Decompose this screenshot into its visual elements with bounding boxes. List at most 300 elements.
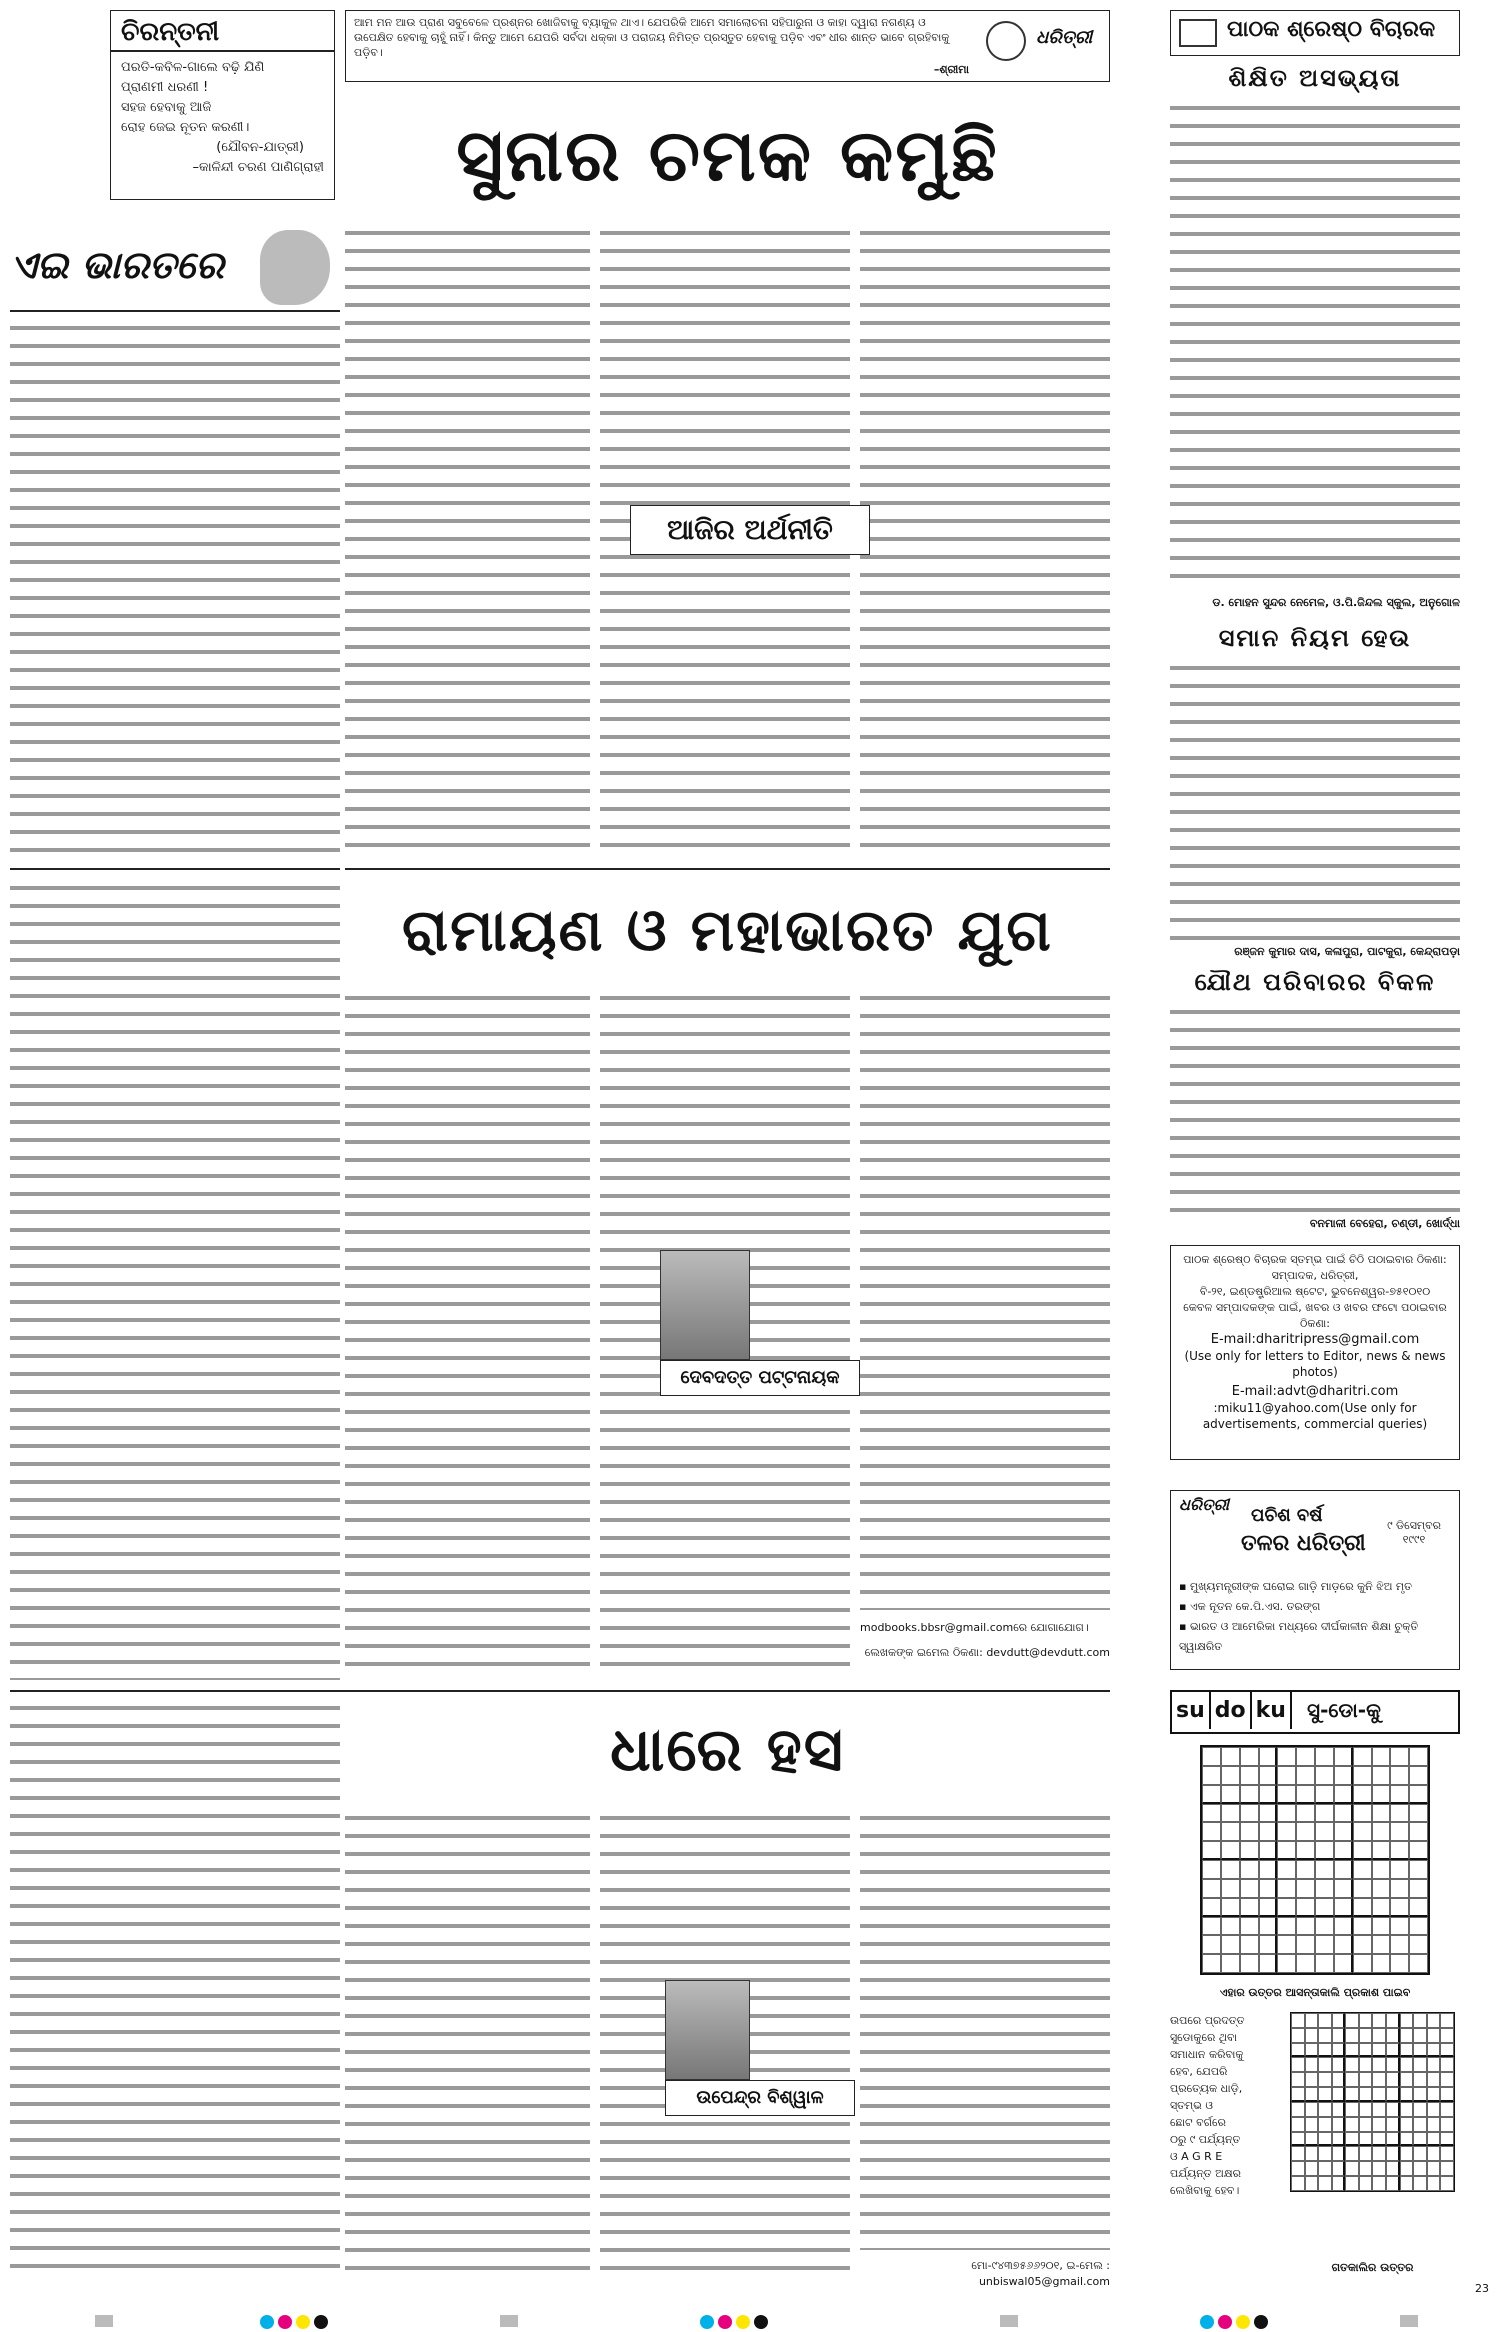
email-advt-alt[interactable]: :miku11@yahoo.com(Use only for advertisements, commercial queries) xyxy=(1202,1401,1428,1431)
sudoku-cell xyxy=(1400,2028,1414,2043)
sudoku-cell[interactable] xyxy=(1372,1841,1391,1860)
sudoku-cell[interactable] xyxy=(1334,1860,1353,1879)
sudoku-cell[interactable] xyxy=(1315,1954,1334,1973)
sudoku-cell[interactable] xyxy=(1315,1860,1334,1879)
sudoku-cell xyxy=(1386,2117,1400,2132)
sudoku-cell[interactable] xyxy=(1353,1954,1372,1973)
sudoku-cell xyxy=(1359,2161,1373,2176)
poem-line: ପ୍ରାଣମୀ ଧରଣୀ ! xyxy=(121,80,209,95)
sudoku-cell[interactable] xyxy=(1372,1898,1391,1917)
ajibharat-header xyxy=(10,225,340,312)
chirantani-title: ଚିରନ୍ତନୀ xyxy=(111,11,334,52)
sudoku-cell[interactable] xyxy=(1202,1747,1221,1766)
sudoku-cell[interactable] xyxy=(1409,1879,1428,1898)
sudoku-cell[interactable] xyxy=(1202,1954,1221,1973)
sudoku-cell[interactable] xyxy=(1296,1747,1315,1766)
sudoku-cell xyxy=(1291,2013,1305,2028)
sudoku-cell[interactable] xyxy=(1353,1841,1372,1860)
sudoku-cell[interactable] xyxy=(1202,1879,1221,1898)
quote-box xyxy=(345,10,1110,82)
sudoku-cell[interactable] xyxy=(1202,1766,1221,1785)
sudoku-cell[interactable] xyxy=(1202,1935,1221,1954)
sudoku-cell xyxy=(1413,2072,1427,2087)
contact-line: କେବଳ ସମ୍ପାଦକଙ୍କ ପାଇଁ, ଖବର ଓ ଖବର ଫଟୋ ପଠାଇବାର ଠିକଣା: xyxy=(1183,1301,1447,1330)
sudoku-cell xyxy=(1413,2146,1427,2161)
sudoku-cell[interactable] xyxy=(1296,1822,1315,1841)
twentyfive-item: ▪ ମୁଖ୍ୟମନ୍ତ୍ରୀଙ୍କ ଘରୋଇ ଗାଡ଼ି ମାଡ଼ରେ କୁନି ଝିଅ ମୃତ xyxy=(1179,1580,1412,1593)
sudoku-cell[interactable] xyxy=(1390,1822,1409,1841)
lead-body-col3 xyxy=(860,225,1110,860)
ramayana-body-col4 xyxy=(860,990,1110,1610)
letter-2-title: ସମାନ ନିୟମ ହେଉ xyxy=(1218,624,1412,652)
sudoku-cell xyxy=(1359,2117,1373,2132)
sudoku-cell[interactable] xyxy=(1334,1766,1353,1785)
dhare-body-col1 xyxy=(10,1700,340,2280)
sudoku-cell[interactable] xyxy=(1315,1766,1334,1785)
sudoku-cell xyxy=(1345,2161,1359,2176)
sudoku-cell[interactable] xyxy=(1390,1766,1409,1785)
sudoku-cell[interactable] xyxy=(1202,1822,1221,1841)
sudoku-cell[interactable] xyxy=(1240,1841,1259,1860)
sudoku-cell[interactable] xyxy=(1277,1822,1296,1841)
sudoku-cell xyxy=(1427,2043,1441,2058)
sudoku-cell xyxy=(1291,2132,1305,2147)
sudoku-cell[interactable] xyxy=(1259,1804,1278,1823)
dhare-body-col4 xyxy=(860,1810,1110,2250)
sudoku-cell[interactable] xyxy=(1353,1898,1372,1917)
sudoku-cell[interactable] xyxy=(1315,1898,1334,1917)
sudoku-cell xyxy=(1372,2057,1386,2072)
sudoku-cell[interactable] xyxy=(1409,1935,1428,1954)
sudoku-cell xyxy=(1372,2087,1386,2102)
sudoku-cell xyxy=(1332,2176,1346,2191)
sudoku-cell xyxy=(1400,2146,1414,2161)
sudoku-cell[interactable] xyxy=(1259,1954,1278,1973)
sudoku-cell xyxy=(1427,2176,1441,2191)
sudoku-cell[interactable] xyxy=(1259,1917,1278,1936)
sudoku-cell xyxy=(1413,2057,1427,2072)
sudoku-title-en: do xyxy=(1211,1692,1252,1729)
sudoku-cell[interactable] xyxy=(1202,1898,1221,1917)
sudoku-cell[interactable] xyxy=(1409,1954,1428,1973)
sudoku-cell xyxy=(1291,2117,1305,2132)
sudoku-cell[interactable] xyxy=(1296,1860,1315,1879)
sudoku-cell xyxy=(1345,2146,1359,2161)
instruction-line: ଲେଖିବାକୁ ହେବ। xyxy=(1170,2184,1240,2197)
sudoku-cell[interactable] xyxy=(1221,1860,1240,1879)
sudoku-cell[interactable] xyxy=(1221,1841,1240,1860)
sudoku-cell[interactable] xyxy=(1277,1860,1296,1879)
envelope-icon xyxy=(1179,19,1217,47)
sudoku-cell[interactable] xyxy=(1221,1879,1240,1898)
ramayana-email[interactable]: ଲେଖକଙ୍କ ଇମେଲ ଠିକଣା: devdutt@devdutt.com xyxy=(864,1646,1110,1659)
sudoku-cell[interactable] xyxy=(1372,1954,1391,1973)
reader-banner xyxy=(1170,10,1460,56)
sudoku-cell[interactable] xyxy=(1334,1804,1353,1823)
sudoku-grid[interactable] xyxy=(1200,1745,1430,1975)
sudoku-cell[interactable] xyxy=(1334,1954,1353,1973)
sudoku-cell[interactable] xyxy=(1334,1898,1353,1917)
sudoku-cell[interactable] xyxy=(1315,1747,1334,1766)
sudoku-cell[interactable] xyxy=(1259,1766,1278,1785)
sudoku-cell[interactable] xyxy=(1240,1766,1259,1785)
letter-1-signature: ଡ. ମୋହନ ସୁନ୍ଦର ନେମେଳ, ଓ.ପି.ଜିନ୍ଦଲ ସ୍କୁଲ, ଅନୁଗୋଳ xyxy=(1212,596,1460,609)
sudoku-cell xyxy=(1291,2102,1305,2117)
sudoku-cell[interactable] xyxy=(1277,1747,1296,1766)
section-divider xyxy=(10,1690,1110,1692)
sudoku-cell xyxy=(1291,2028,1305,2043)
sudoku-cell[interactable] xyxy=(1372,1747,1391,1766)
sudoku-cell[interactable] xyxy=(1334,1747,1353,1766)
sudoku-cell xyxy=(1359,2043,1373,2058)
lead-headline: ସୁନାର ଚମକ କମୁଛି xyxy=(456,113,999,197)
sudoku-cell[interactable] xyxy=(1221,1804,1240,1823)
sudoku-cell[interactable] xyxy=(1221,1747,1240,1766)
sudoku-cell xyxy=(1359,2132,1373,2147)
sudoku-cell[interactable] xyxy=(1353,1785,1372,1804)
sudoku-cell[interactable] xyxy=(1353,1879,1372,1898)
sudoku-cell xyxy=(1305,2087,1319,2102)
sudoku-cell[interactable] xyxy=(1409,1804,1428,1823)
ramayana-body-col2 xyxy=(345,990,590,1680)
quote-text: ଆମ ମନ ଆଉ ପ୍ରାଣ ସବୁବେଳେ ପ୍ରଶ୍ନର ଖୋଜିବାକୁ ବ୍ୟାକୁଳ ଥାଏ। ଯେପରିକି ଆମେ ସମାଲୋଚନା ସହିପାରୁନା ଓ କାହା ଦ୍ୱାରା ନଗଣ୍ୟ ଓ ଉପେକ୍ଷିତ ହେବାକୁ ଚାହୁଁ ନାହିଁ। କିନ୍ତୁ ଆମେ ଯେପରି ସର୍ବଦା ଧକ୍କା ଓ ପରାଜୟ ନିମିତ୍ତ ପ୍ରସ୍ତୁତ ହେବାକୁ ପଡ଼ିବ ଏବଂ ଧୀର ଶାନ୍ତ ଭାବେ ଗ୍ରହିବାକୁ ପଡ଼ିବ। xyxy=(354,16,950,59)
sudoku-cell xyxy=(1345,2057,1359,2072)
sudoku-cell[interactable] xyxy=(1372,1917,1391,1936)
sudoku-cell xyxy=(1413,2013,1427,2028)
sudoku-cell xyxy=(1386,2028,1400,2043)
sudoku-cell[interactable] xyxy=(1409,1917,1428,1936)
sudoku-cell[interactable] xyxy=(1240,1747,1259,1766)
sudoku-cell xyxy=(1400,2043,1414,2058)
twentyfive-item: ▪ ଏକ ନୂତନ କେ.ପି.ଏସ. ତରଙ୍ଗ xyxy=(1179,1600,1321,1613)
sudoku-cell xyxy=(1427,2161,1441,2176)
sudoku-cell xyxy=(1291,2043,1305,2058)
sudoku-cell[interactable] xyxy=(1390,1935,1409,1954)
sudoku-cell[interactable] xyxy=(1240,1804,1259,1823)
sudoku-cell[interactable] xyxy=(1277,1804,1296,1823)
sudoku-cell xyxy=(1332,2146,1346,2161)
sudoku-cell[interactable] xyxy=(1221,1785,1240,1804)
poem-line: ରୋହ ଜେଇ ନୂତନ କରଣୀ। xyxy=(121,120,250,135)
sudoku-cell[interactable] xyxy=(1390,1785,1409,1804)
sudoku-cell[interactable] xyxy=(1296,1841,1315,1860)
dhare-body-col2 xyxy=(345,1810,590,2280)
instruction-line: ଓ A G R E xyxy=(1170,2150,1223,2163)
sudoku-cell xyxy=(1427,2013,1441,2028)
sudoku-cell xyxy=(1400,2102,1414,2117)
sudoku-cell[interactable] xyxy=(1259,1822,1278,1841)
sudoku-cell xyxy=(1427,2028,1441,2043)
letter-1-title: ଶିକ୍ଷିତ ଅସଭ୍ୟତା xyxy=(1228,64,1402,92)
poem-author: –କାଳିନ୍ଦୀ ଚରଣ ପାଣିଗ୍ରାହୀ xyxy=(192,160,324,175)
sudoku-cell xyxy=(1440,2013,1454,2028)
sudoku-cell xyxy=(1440,2043,1454,2058)
sudoku-cell[interactable] xyxy=(1277,1879,1296,1898)
sudoku-cell xyxy=(1359,2102,1373,2117)
sudoku-title-en: su xyxy=(1172,1692,1211,1729)
sudoku-cell xyxy=(1400,2072,1414,2087)
sudoku-yesterday-label: ଗତକାଲିର ଉତ୍ତର xyxy=(1331,2261,1414,2274)
sudoku-cell[interactable] xyxy=(1202,1785,1221,1804)
sudoku-cell xyxy=(1427,2132,1441,2147)
sudoku-cell[interactable] xyxy=(1221,1766,1240,1785)
sudoku-cell xyxy=(1305,2176,1319,2191)
sudoku-cell[interactable] xyxy=(1390,1804,1409,1823)
sudoku-cell[interactable] xyxy=(1259,1747,1278,1766)
sudoku-cell[interactable] xyxy=(1353,1917,1372,1936)
email-press-note: (Use only for letters to Editor, news & news photos) xyxy=(1184,1349,1446,1379)
sudoku-cell xyxy=(1440,2087,1454,2102)
sudoku-cell xyxy=(1318,2043,1332,2058)
sudoku-cell[interactable] xyxy=(1315,1804,1334,1823)
letter-2-body xyxy=(1170,660,1460,940)
sudoku-cell xyxy=(1386,2072,1400,2087)
sudoku-cell[interactable] xyxy=(1372,1822,1391,1841)
sudoku-cell[interactable] xyxy=(1277,1917,1296,1936)
sudoku-cell[interactable] xyxy=(1240,1935,1259,1954)
sudoku-cell xyxy=(1345,2176,1359,2191)
sudoku-cell[interactable] xyxy=(1334,1822,1353,1841)
sudoku-cell[interactable] xyxy=(1372,1785,1391,1804)
sudoku-cell xyxy=(1413,2087,1427,2102)
sudoku-cell xyxy=(1345,2013,1359,2028)
sudoku-cell xyxy=(1440,2102,1454,2117)
sudoku-cell[interactable] xyxy=(1372,1935,1391,1954)
sudoku-cell[interactable] xyxy=(1409,1785,1428,1804)
sudoku-cell[interactable] xyxy=(1334,1917,1353,1936)
sudoku-cell xyxy=(1359,2028,1373,2043)
sudoku-cell xyxy=(1332,2132,1346,2147)
sudoku-cell[interactable] xyxy=(1259,1860,1278,1879)
ramayana-author: ଦେବଦତ୍ତ ପଟ୍ଟନାୟକ xyxy=(660,1360,860,1396)
sudoku-cell xyxy=(1440,2146,1454,2161)
sudoku-cell xyxy=(1372,2028,1386,2043)
sudoku-cell[interactable] xyxy=(1259,1785,1278,1804)
sudoku-cell[interactable] xyxy=(1296,1898,1315,1917)
sudoku-cell[interactable] xyxy=(1277,1935,1296,1954)
sudoku-cell[interactable] xyxy=(1334,1841,1353,1860)
page-number: 23 xyxy=(1475,2282,1489,2295)
sudoku-cell[interactable] xyxy=(1390,1841,1409,1860)
sudoku-cell[interactable] xyxy=(1277,1841,1296,1860)
sudoku-cell[interactable] xyxy=(1409,1860,1428,1879)
sudoku-cell xyxy=(1291,2087,1305,2102)
sudoku-cell xyxy=(1386,2176,1400,2191)
dhare-email[interactable]: ମୋ-୯୪୩୭୫୬୬୨୦୧, ଇ-ମେଲ : unbiswal05@gmail.com xyxy=(971,2259,1110,2288)
sudoku-cell xyxy=(1413,2043,1427,2058)
sudoku-cell xyxy=(1305,2028,1319,2043)
sudoku-cell[interactable] xyxy=(1372,1879,1391,1898)
sudoku-cell xyxy=(1372,2102,1386,2117)
sudoku-cell[interactable] xyxy=(1390,1860,1409,1879)
sudoku-cell[interactable] xyxy=(1240,1898,1259,1917)
lead-column-label: ଆଜିର ଅର୍ଥନୀତି xyxy=(630,505,870,555)
sudoku-cell xyxy=(1413,2176,1427,2191)
sudoku-cell xyxy=(1386,2132,1400,2147)
sudoku-cell xyxy=(1359,2072,1373,2087)
poem-source: (ଯୌବନ-ଯାତ୍ରୀ) xyxy=(216,140,304,155)
sudoku-cell[interactable] xyxy=(1202,1804,1221,1823)
sudoku-cell xyxy=(1332,2043,1346,2058)
ramayana-book-email[interactable]: modbooks.bbsr@gmail.comରେ ଯୋଗାଯୋଗ। xyxy=(860,1621,1089,1634)
sudoku-cell[interactable] xyxy=(1390,1917,1409,1936)
sudoku-cell[interactable] xyxy=(1296,1785,1315,1804)
sudoku-cell[interactable] xyxy=(1277,1954,1296,1973)
sudoku-cell[interactable] xyxy=(1353,1822,1372,1841)
quote-author: –ଶ୍ରୀମା xyxy=(933,63,969,76)
sudoku-cell[interactable] xyxy=(1202,1841,1221,1860)
sudoku-cell xyxy=(1332,2161,1346,2176)
sudoku-cell xyxy=(1440,2057,1454,2072)
sudoku-cell[interactable] xyxy=(1353,1747,1372,1766)
sudoku-cell[interactable] xyxy=(1390,1747,1409,1766)
dhare-author: ଉପେନ୍ଦ୍ର ବିଶ୍ୱାଳ xyxy=(665,2080,855,2116)
sudoku-cell[interactable] xyxy=(1296,1935,1315,1954)
sudoku-cell[interactable] xyxy=(1409,1822,1428,1841)
sudoku-cell xyxy=(1332,2102,1346,2117)
sudoku-cell[interactable] xyxy=(1259,1935,1278,1954)
sudoku-cell[interactable] xyxy=(1409,1898,1428,1917)
sudoku-cell[interactable] xyxy=(1315,1935,1334,1954)
sudoku-instructions xyxy=(1170,2012,1270,2199)
sudoku-cell xyxy=(1359,2013,1373,2028)
twentyfive-item: ▪ ଭାରତ ଓ ଆମେରିକା ମଧ୍ୟରେ ଦୀର୍ଘକାଳୀନ ଶିକ୍ଷା ଚୁକ୍ତି ସ୍ୱାକ୍ଷରିତ xyxy=(1179,1620,1419,1653)
sudoku-cell[interactable] xyxy=(1315,1822,1334,1841)
sudoku-cell[interactable] xyxy=(1334,1879,1353,1898)
section-divider xyxy=(10,868,340,870)
sudoku-cell[interactable] xyxy=(1277,1785,1296,1804)
registration-marks xyxy=(0,2312,1500,2332)
sudoku-cell xyxy=(1440,2161,1454,2176)
sudoku-cell[interactable] xyxy=(1315,1785,1334,1804)
sudoku-cell[interactable] xyxy=(1334,1785,1353,1804)
letter-3-body xyxy=(1170,1004,1460,1214)
sudoku-cell[interactable] xyxy=(1390,1954,1409,1973)
letter-2-signature: ରଞ୍ଜନ କୁମାର ଦାସ, କଳାପୁରା, ପାଟକୁରା, କେନ୍ଦ୍ରାପଡ଼ା xyxy=(1234,945,1460,958)
sudoku-cell[interactable] xyxy=(1315,1841,1334,1860)
sudoku-cell[interactable] xyxy=(1296,1804,1315,1823)
instruction-line: ସମାଧାନ କରିବାକୁ xyxy=(1170,2048,1244,2061)
sudoku-cell xyxy=(1427,2117,1441,2132)
sudoku-cell[interactable] xyxy=(1296,1917,1315,1936)
sudoku-cell[interactable] xyxy=(1296,1954,1315,1973)
sudoku-cell xyxy=(1332,2013,1346,2028)
sudoku-cell[interactable] xyxy=(1372,1766,1391,1785)
sudoku-cell xyxy=(1332,2057,1346,2072)
email-press[interactable]: E-mail:dharitripress@gmail.com xyxy=(1210,1332,1420,1347)
sudoku-cell[interactable] xyxy=(1390,1879,1409,1898)
sudoku-cell xyxy=(1345,2102,1359,2117)
sudoku-cell[interactable] xyxy=(1221,1954,1240,1973)
sudoku-cell xyxy=(1332,2072,1346,2087)
ajibharat-title: ଏଇ ଭାରତରେ xyxy=(10,243,224,287)
letter-1-body xyxy=(1170,100,1460,590)
sudoku-cell xyxy=(1291,2146,1305,2161)
sudoku-cell[interactable] xyxy=(1240,1917,1259,1936)
sudoku-cell xyxy=(1440,2072,1454,2087)
sudoku-cell xyxy=(1318,2161,1332,2176)
sudoku-cell xyxy=(1291,2161,1305,2176)
sudoku-cell[interactable] xyxy=(1277,1898,1296,1917)
sudoku-cell[interactable] xyxy=(1259,1841,1278,1860)
sudoku-cell[interactable] xyxy=(1353,1935,1372,1954)
sudoku-cell xyxy=(1413,2117,1427,2132)
sudoku-cell[interactable] xyxy=(1221,1822,1240,1841)
author-photo-upendra xyxy=(665,1980,750,2080)
sudoku-cell[interactable] xyxy=(1372,1804,1391,1823)
sudoku-cell[interactable] xyxy=(1296,1879,1315,1898)
sudoku-cell xyxy=(1372,2146,1386,2161)
sudoku-cell xyxy=(1372,2132,1386,2147)
sudoku-cell[interactable] xyxy=(1202,1860,1221,1879)
email-advt[interactable]: E-mail:advt@dharitri.com xyxy=(1231,1384,1399,1399)
sudoku-cell xyxy=(1440,2132,1454,2147)
sudoku-cell[interactable] xyxy=(1353,1766,1372,1785)
sudoku-cell xyxy=(1372,2013,1386,2028)
sudoku-cell xyxy=(1400,2057,1414,2072)
sudoku-cell[interactable] xyxy=(1240,1822,1259,1841)
sudoku-cell[interactable] xyxy=(1353,1860,1372,1879)
sudoku-cell[interactable] xyxy=(1409,1841,1428,1860)
sudoku-cell[interactable] xyxy=(1240,1860,1259,1879)
sudoku-cell xyxy=(1427,2057,1441,2072)
sudoku-cell xyxy=(1427,2087,1441,2102)
sudoku-cell xyxy=(1372,2072,1386,2087)
instruction-line: ଉପରେ ପ୍ରଦତ୍ତ xyxy=(1170,2014,1245,2027)
sudoku-cell xyxy=(1318,2087,1332,2102)
reader-banner-title: ପାଠକ ଶ୍ରେଷ୍ଠ ବିଚାରକ xyxy=(1227,17,1436,42)
sudoku-cell xyxy=(1386,2043,1400,2058)
chirantani-box xyxy=(110,10,335,200)
sudoku-cell xyxy=(1305,2102,1319,2117)
sudoku-cell[interactable] xyxy=(1259,1898,1278,1917)
sudoku-cell[interactable] xyxy=(1259,1879,1278,1898)
letter-3-title: ଯୌଥ ପରିବାରର ବିକଳ xyxy=(1194,968,1436,996)
sudoku-cell xyxy=(1332,2087,1346,2102)
sudoku-cell[interactable] xyxy=(1315,1879,1334,1898)
sudoku-cell[interactable] xyxy=(1221,1917,1240,1936)
sudoku-cell[interactable] xyxy=(1296,1766,1315,1785)
sudoku-cell[interactable] xyxy=(1221,1935,1240,1954)
sudoku-cell[interactable] xyxy=(1315,1917,1334,1936)
sudoku-cell[interactable] xyxy=(1353,1804,1372,1823)
reader-contact-box xyxy=(1170,1245,1460,1460)
sudoku-cell xyxy=(1332,2117,1346,2132)
sudoku-cell xyxy=(1440,2028,1454,2043)
sudoku-cell[interactable] xyxy=(1277,1766,1296,1785)
sudoku-cell xyxy=(1427,2072,1441,2087)
sudoku-title-en: ku xyxy=(1252,1692,1292,1729)
sudoku-cell[interactable] xyxy=(1390,1898,1409,1917)
sudoku-cell[interactable] xyxy=(1409,1747,1428,1766)
twentyfive-logo: ଧରିତ୍ରୀ xyxy=(1179,1495,1229,1514)
sudoku-cell[interactable] xyxy=(1221,1898,1240,1917)
sudoku-cell[interactable] xyxy=(1334,1935,1353,1954)
lead-body-col1 xyxy=(345,225,590,860)
sudoku-cell[interactable] xyxy=(1202,1917,1221,1936)
sudoku-cell xyxy=(1400,2176,1414,2191)
sudoku-cell xyxy=(1305,2146,1319,2161)
sudoku-cell[interactable] xyxy=(1240,1879,1259,1898)
sudoku-cell[interactable] xyxy=(1240,1954,1259,1973)
sudoku-cell[interactable] xyxy=(1240,1785,1259,1804)
contact-line: ବି-୨୧, ଇଣ୍ଡଷ୍ଟ୍ରିଆଲ ଷ୍ଟେଟ, ଭୁବନେଶ୍ୱର-୭୫୧୦୧୦ xyxy=(1199,1285,1431,1298)
author-photo-devdutt xyxy=(660,1250,750,1360)
sudoku-cell[interactable] xyxy=(1372,1860,1391,1879)
sudoku-cell[interactable] xyxy=(1409,1766,1428,1785)
sudoku-cell xyxy=(1318,2057,1332,2072)
twentyfive-title-2: ତଳର ଧରିତ୍ରୀ xyxy=(1241,1531,1366,1556)
